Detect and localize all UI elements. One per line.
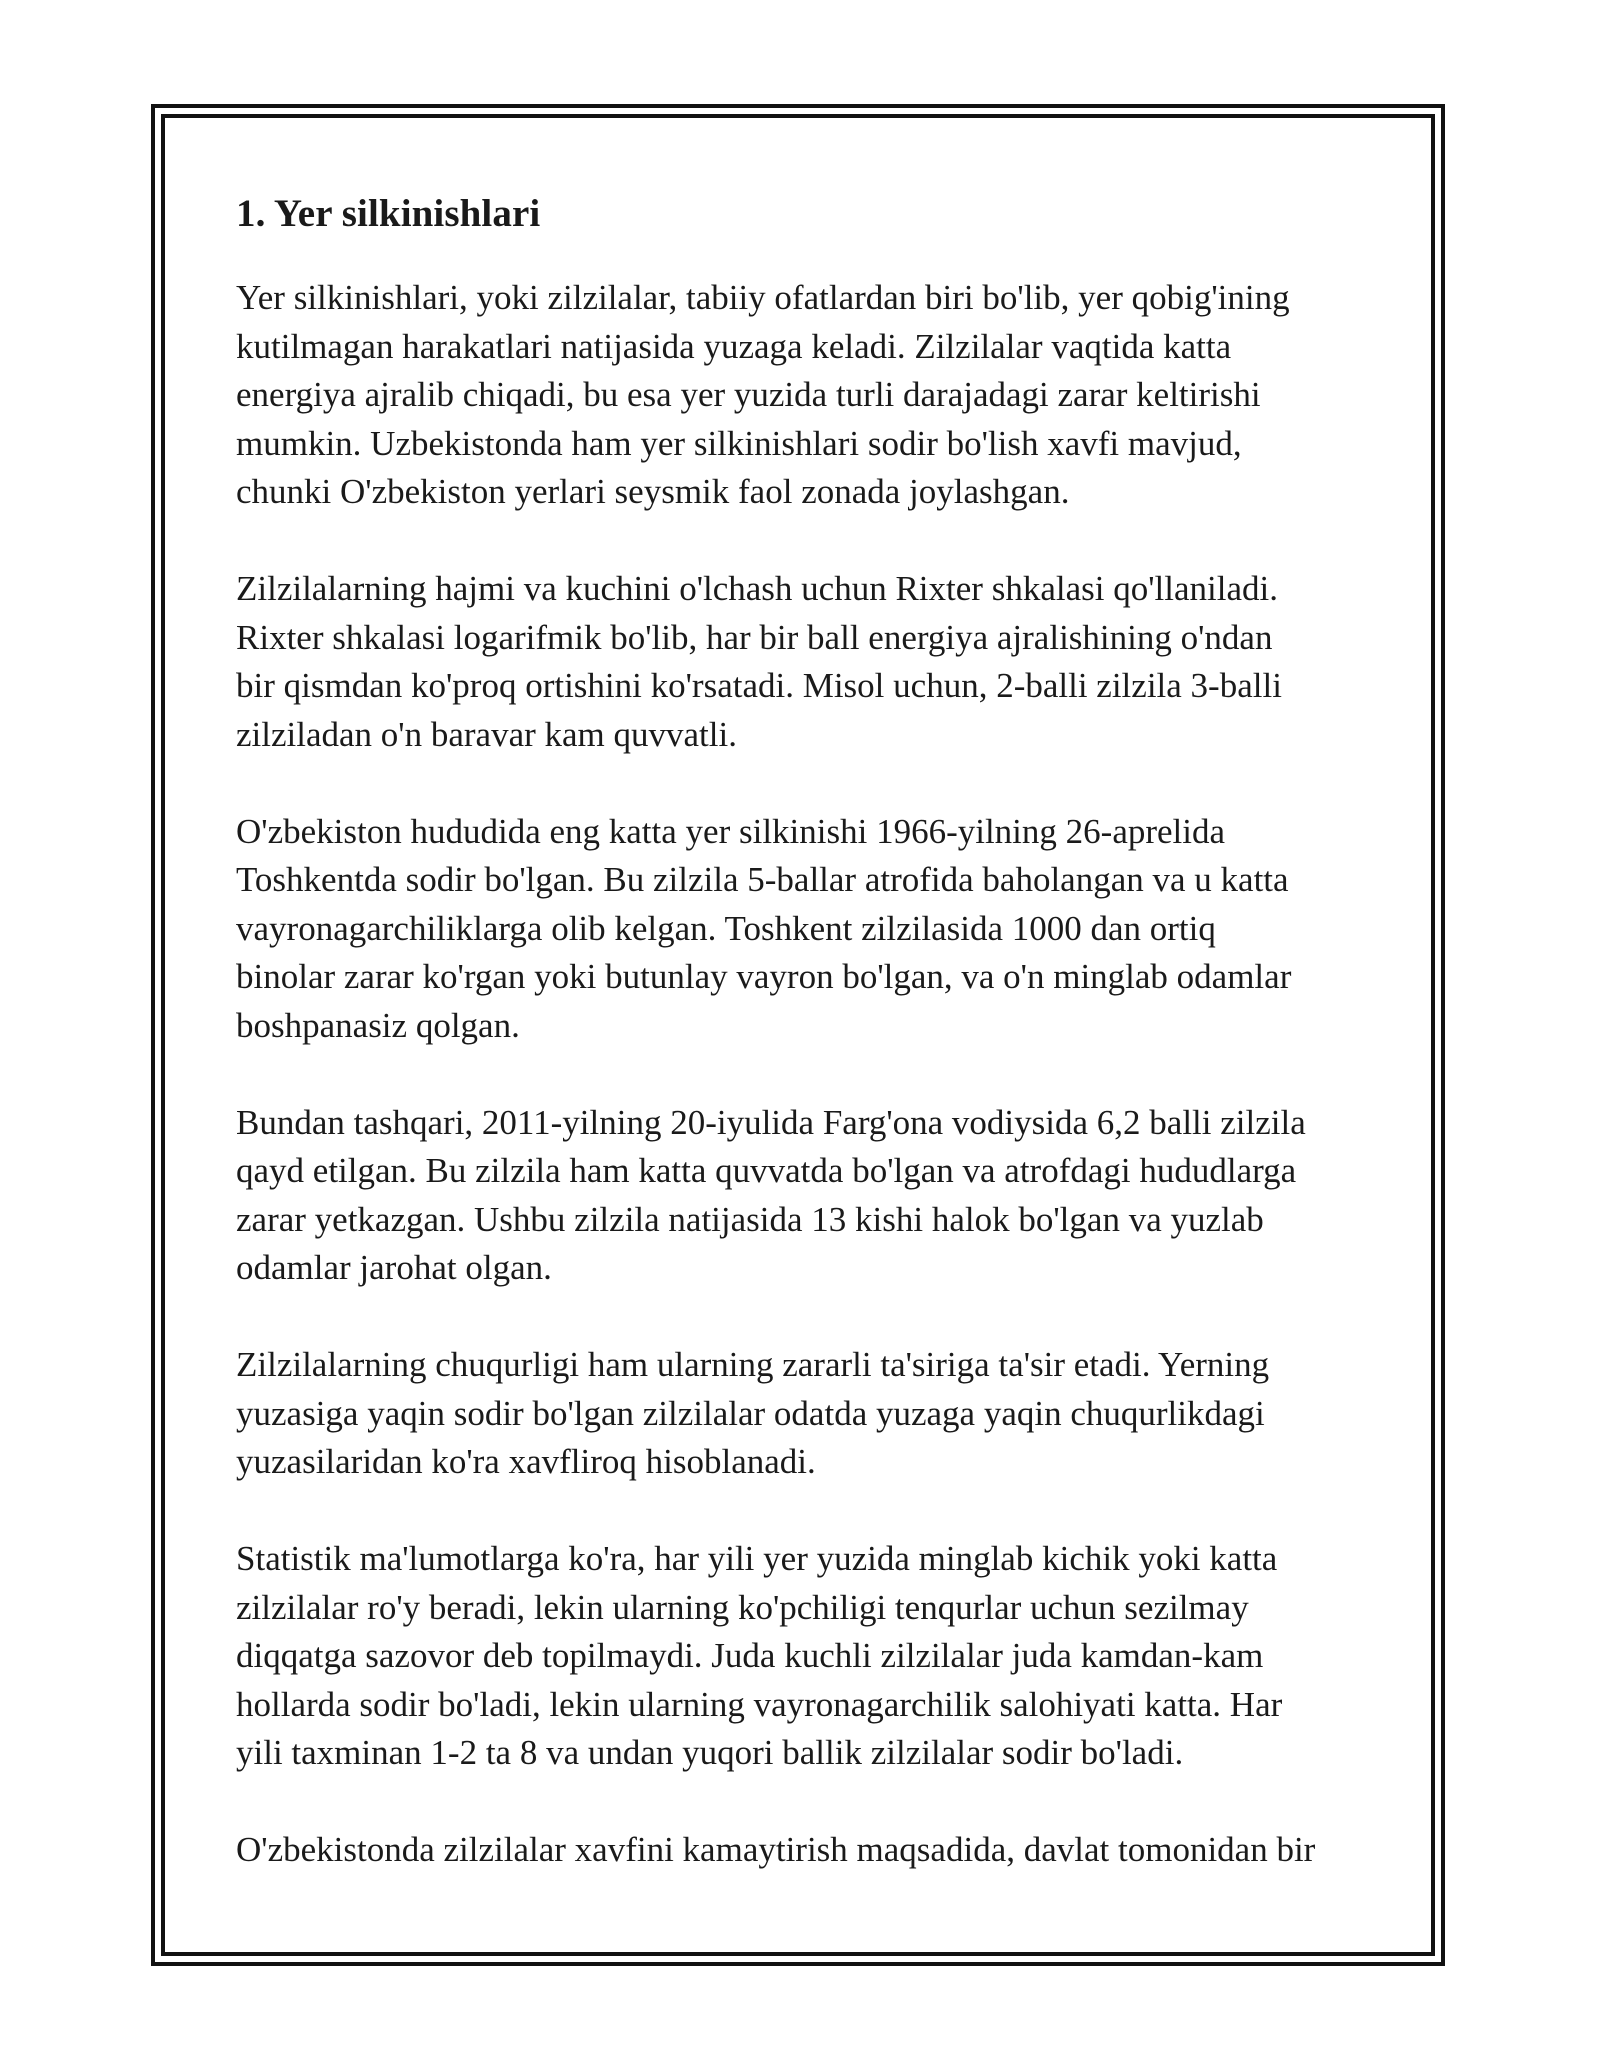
document-body xyxy=(236,183,1386,1923)
section-heading: 1. Yer silkinishlari xyxy=(236,192,541,235)
paragraph-4: Bundan tashqari, 2011-yilning 20-iyulida Farg'ona vodiysida 6,2 balli zilzila qayd etilgan. Bu zilzila ham katta quvvatda bo'lgan va atrofdagi hududlarga zarar yetkazgan. Ushbu zilzila natijasida 13 kishi halok bo'lgan va yuzlab odamlar jarohat olgan. xyxy=(236,1102,1306,1287)
paragraph-7: O'zbekistonda zilzilalar xavfini kamaytirish maqsadida, davlat tomonidan bir xyxy=(236,1830,1316,1869)
paragraph-5: Zilzilalarning chuqurligi ham ularning zararli ta'siriga ta'sir etadi. Yerning yuzasiga yaqin sodir bo'lgan zilzilalar odatda yuzaga yaqin chuqurlikdagi yuzasilaridan ko'ra xavfliroq hisoblanadi. xyxy=(236,1345,1270,1481)
paragraph-2: Zilzilalarning hajmi va kuchini o'lchash uchun Rixter shkalasi qo'llaniladi. Rixter shkalasi logarifmik bo'lib, har bir ball energiya ajralishining o'ndan bir qismdan ko'proq ortishini ko'rsatadi. Misol uchun, 2-balli zilzila 3-balli zilziladan o'n baravar kam quvvatli. xyxy=(236,569,1282,754)
paragraph-6: Statistik ma'lumotlarga ko'ra, har yili yer yuzida minglab kichik yoki katta zilzilalar ro'y beradi, lekin ularning ko'pchiligi tenqurlar uchun sezilmay diqqatga sazovor deb topilmaydi. Juda kuchli zilzilalar juda kamdan-kam hollarda sodir bo'ladi, lekin ularning vayronagarchilik salohiyati katta. Har yili taxminan 1-2 ta 8 va undan yuqori ballik zilzilalar sodir bo'ladi. xyxy=(236,1539,1283,1772)
paragraph-3: O'zbekiston hududida eng katta yer silkinishi 1966-yilning 26-aprelida Toshkentda sodir bo'lgan. Bu zilzila 5-ballar atrofida baholangan va u katta vayronagarchiliklarga olib kelgan. Toshkent zilzilasida 1000 dan ortiq binolar zarar ko'rgan yoki butunlay vayron bo'lgan, va o'n minglab odamlar boshpanasiz qolgan. xyxy=(236,811,1292,1045)
paragraph-1: Yer silkinishlari, yoki zilzilalar, tabiiy ofatlardan biri bo'lib, yer qobig'ining kutilmagan harakatlari natijasida yuzaga keladi. Zilzilalar vaqtida katta energiya ajralib chiqadi, bu esa yer yuzida turli darajadagi zarar keltirishi mumkin. Uzbekistonda ham yer silkinishlari sodir bo'lish xavfi mavjud, chunki O'zbekiston yerlari seysmik faol zonada joylashgan. xyxy=(236,278,1290,511)
